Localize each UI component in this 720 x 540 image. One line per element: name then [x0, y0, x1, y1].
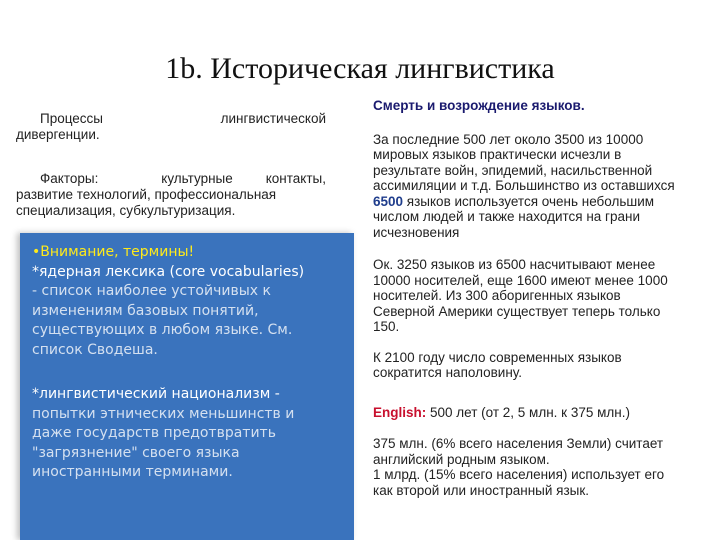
right-heading: Смерть и возрождение языков.: [373, 98, 585, 113]
p1-line: результате войн, эпидемий, насильственной: [373, 162, 653, 178]
factors-word-2: контакты,: [265, 171, 326, 186]
term-nationalism-title: *лингвистический национализм -: [32, 386, 280, 402]
term-nationalism-line: даже государств предотвратить: [32, 425, 276, 441]
p3-line: сократится наполовину.: [373, 365, 522, 380]
term-core-vocab-line: список Сводеша.: [32, 341, 158, 358]
term-core-vocab-line: существующих в любом языке. См.: [32, 322, 293, 338]
english-rest: 500 лет (от 2, 5 млн. к 375 млн.): [426, 404, 630, 420]
p1-rest: языков используется очень небольшим: [403, 193, 655, 209]
p5-line: 1 млрд. (15% всего населения) использует его: [373, 467, 665, 482]
p1-line-highlight: [373, 194, 695, 210]
p2-line: 10000 носителей, еще 1600 имеют менее 1000: [373, 272, 668, 288]
p5-line: английский родным языком.: [373, 451, 550, 467]
paragraph-2100: [373, 350, 695, 381]
p2-line: 150.: [373, 319, 400, 334]
p1-line: ассимиляции и т.д. Большинство из оставшихся: [373, 178, 675, 193]
right-column: [373, 98, 695, 498]
p2-line: Ок. 3250 языков из 6500 насчитывают менее: [373, 257, 656, 272]
paragraph-speakers: [373, 257, 695, 335]
factors-line-1: [16, 171, 326, 187]
p2-line: Северной Америки существует теперь только: [373, 303, 661, 319]
factors-paragraph: [16, 171, 326, 219]
term-core-vocab-title: *ядерная лексика (core vocabularies): [32, 263, 305, 280]
factors-line-2: развитие технологий, профессиональная: [16, 187, 277, 202]
p1-line: числом людей и также находится на грани: [373, 209, 640, 224]
p5-line: 375 млн. (6% всего населения Земли) считает: [373, 436, 664, 451]
paragraph-english: [373, 405, 695, 421]
paragraph-extinction: [373, 132, 695, 241]
english-label: English:: [373, 404, 427, 420]
term-nationalism-line: попытки этнических меньшинств и: [32, 405, 295, 422]
terms-box: [20, 233, 354, 540]
p1-line: За последние 500 лет около 3500 из 10000: [373, 131, 644, 147]
term-nationalism-line: "загрязнение" своего языка: [32, 444, 240, 461]
p3-line: К 2100 году число современных языков: [373, 349, 622, 365]
terms-heading: •Внимание, термины!: [32, 244, 195, 260]
factors-label: Факторы:: [40, 171, 99, 186]
term-core-vocab-line: изменениям базовых понятий,: [32, 302, 259, 319]
term-core-vocab-line: - список наиболее устойчивых к: [32, 283, 271, 299]
p2-line: носителей. Из 300 аборигенных языков: [373, 288, 621, 303]
paragraph-english-speakers: [373, 436, 695, 498]
page-title: 1b. Историческая лингвистика: [165, 52, 555, 85]
term-nationalism-line: иностранными терминами.: [32, 464, 233, 480]
process-word-2: лингвистической: [220, 111, 326, 126]
factors-line-3: специализация, субкультуризация.: [16, 203, 236, 218]
p1-line: исчезновения: [373, 224, 460, 240]
highlight-6500: 6500: [373, 193, 404, 209]
factors-word-1: культурные: [161, 171, 233, 186]
left-text-block: [16, 111, 326, 219]
process-word-1: Процессы: [40, 111, 104, 126]
p1-line: мировых языков практически исчезли в: [373, 147, 622, 162]
process-line-1: [16, 111, 326, 127]
process-line-2: дивергенции.: [16, 127, 100, 142]
p5-line: как второй или иностранный язык.: [373, 482, 590, 498]
